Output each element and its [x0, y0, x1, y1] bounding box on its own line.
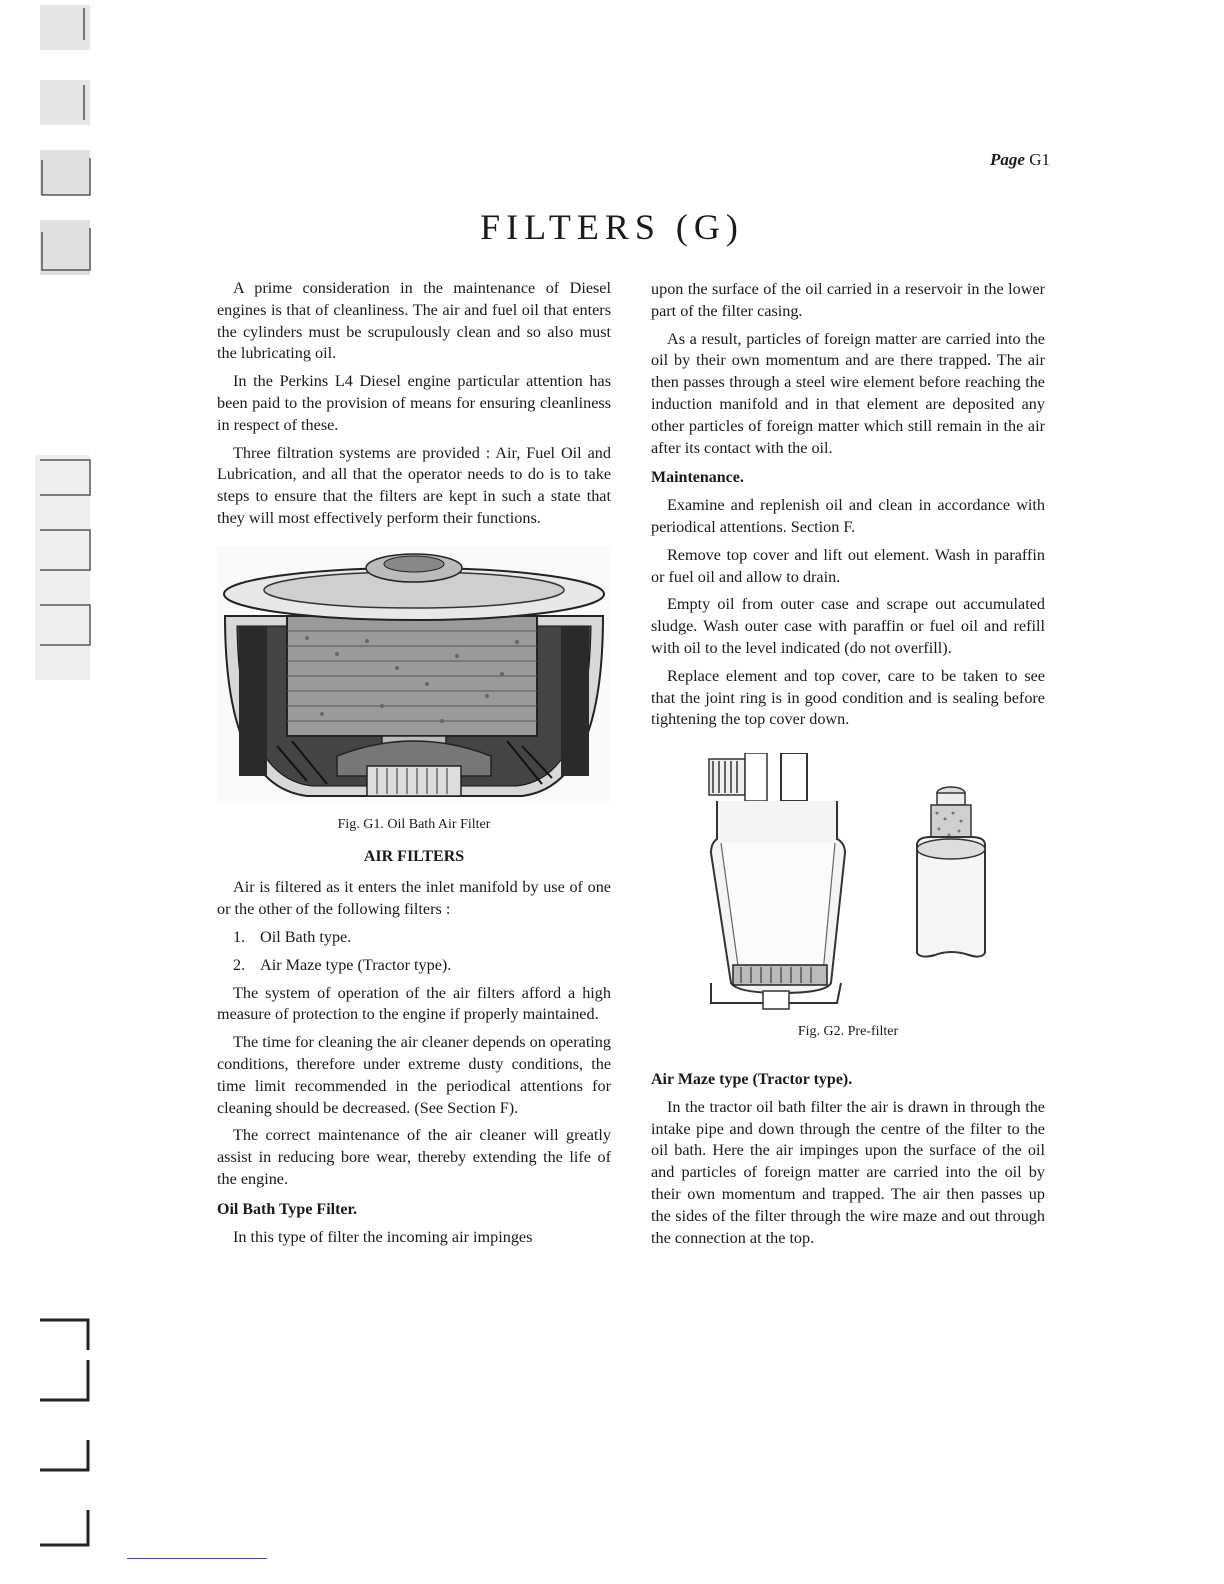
maintenance-paragraph-4: Replace element and top cover, care to be taken to see that the joint ring is in good condition and is sealing before tightening the top cover down. [651, 666, 1045, 729]
list-item-text: Air Maze type (Tractor type). [260, 955, 452, 974]
paragraph-cleaning-time: The time for cleaning the air cleaner depends on operating conditions, therefore under extreme dusty conditions, the time limit recommended in the periodical attentions for cleaning should be decreased. (See Section F). [217, 1033, 611, 1117]
air-filter-intro: Air is filtered as it enters the inlet manifold by use of one or the other of the following filters : [217, 878, 611, 919]
list-item-number: 2. [233, 955, 246, 974]
paragraph-oil-bath: In this type of filter the incoming air impinges [233, 1227, 533, 1246]
section-heading-air-filters: AIR FILTERS [363, 847, 465, 865]
paragraph-bore-wear: The correct maintenance of the air cleaner will greatly assist in reducing bore wear, thereby extending the life of the engine. [217, 1126, 611, 1188]
figure-g2 [651, 753, 1045, 1015]
maintenance-paragraph-1: Examine and replenish oil and clean in accordance with periodical attentions. Section F. [651, 496, 1045, 536]
page-label: Page [990, 150, 1025, 169]
left-column [217, 278, 611, 1254]
list-item [217, 927, 611, 949]
paragraph-air-maze: In the tractor oil bath filter the air is drawn in through the intake pipe and down through the centre of the filter to the oil bath. Here the air impinges upon the surface of the oil and particles of foreign matter are carried into the oil by their own momentum and trapped. The air then passes up the sides of the filter through the wire maze and out through the connection at the top. [651, 1097, 1045, 1247]
heading-maintenance: Maintenance. [651, 469, 744, 487]
figure-g1 [217, 546, 611, 802]
heading-oil-bath-type: Oil Bath Type Filter. [217, 1200, 358, 1218]
pre-filter-illustration [651, 753, 1045, 1015]
oil-bath-air-filter-illustration [217, 546, 611, 802]
list-item [217, 955, 611, 977]
paragraph-protection: The system of operation of the air filters afford a high measure of protection to the engine if properly maintained. [217, 983, 611, 1024]
maintenance-paragraph-2: Remove top cover and lift out element. Wash in paraffin or fuel oil and allow to drain. [651, 545, 1045, 586]
page-number [940, 150, 1050, 170]
intro-paragraph-3: Three filtration systems are provided : Air, Fuel Oil and Lubrication, and all that the operator needs to do is to take steps to ensure that the filters are kept in such a state that they will most effectively perform their functions. [217, 443, 611, 527]
figure-g2-caption: Fig. G2. Pre-filter [797, 1024, 899, 1040]
maintenance-paragraph-3: Empty oil from outer case and scrape out accumulated sludge. Wash outer case with paraffin or fuel oil and refill with oil to the level indicated (do not overfill). [651, 595, 1045, 657]
paragraph-continuation: upon the surface of the oil carried in a reservoir in the lower part of the filter casing. [651, 280, 1045, 320]
filter-type-list [217, 927, 611, 977]
right-column [651, 279, 1045, 1255]
list-item-text: Oil Bath type. [260, 927, 352, 946]
intro-paragraph-2: In the Perkins L4 Diesel engine particular attention has been paid to the provision of means for ensuring cleanliness in respect of these. [217, 372, 611, 434]
list-item-number: 1. [233, 927, 246, 946]
paragraph-result: As a result, particles of foreign matter are carried into the oil by their own momentum and are there trapped. The air then passes through a steel wire element before reaching the induction manifold and in that element are deposited any other particles of foreign matter which still remain in the air after its contact with the oil. [651, 329, 1045, 457]
intro-paragraph-1: A prime consideration in the maintenance of Diesel engines is that of cleanliness. The air and fuel oil that enters the cylinders must be scrupulously clean and so also must the lubricating oil. [217, 279, 611, 363]
page-number-value: G1 [1029, 150, 1050, 169]
heading-air-maze-type: Air Maze type (Tractor type). [651, 1070, 853, 1088]
footer-rule [127, 1558, 267, 1559]
figure-g1-caption: Fig. G1. Oil Bath Air Filter [337, 816, 491, 832]
page-title: FILTERS (G) [480, 207, 744, 247]
